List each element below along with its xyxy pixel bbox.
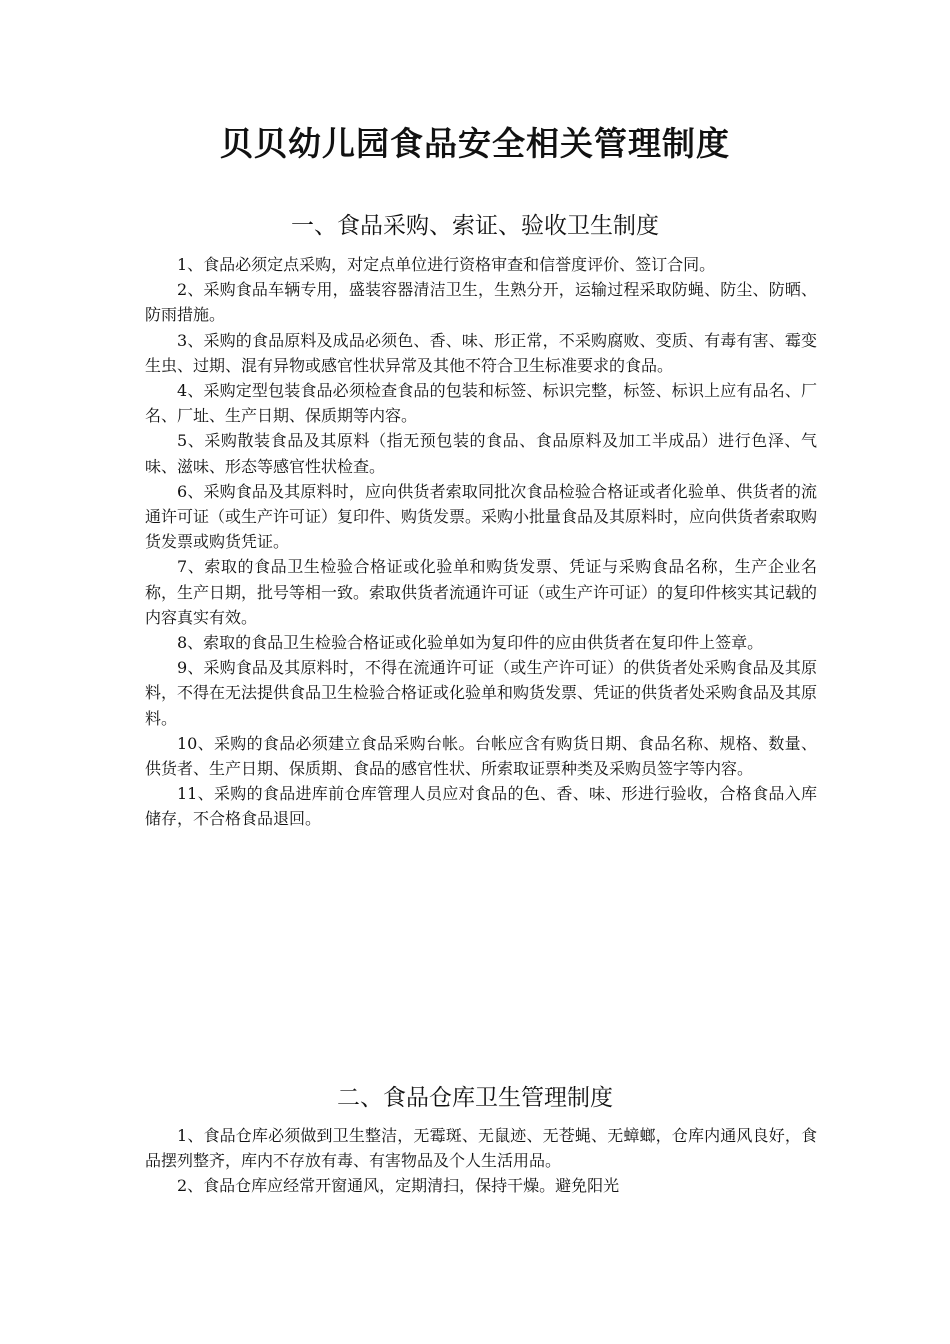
section-2-heading: 二、食品仓库卫生管理制度 <box>337 1085 613 1111</box>
section-1-heading: 一、食品采购、索证、验收卫生制度 <box>291 213 659 239</box>
paragraph: 9、采购食品及其原料时，不得在流通许可证（或生产许可证）的供货者处采购食品及其原料，不得在无法提供食品卫生检验合格证或化验单和购货发票、凭证的供货者处采购食品及其原料。 <box>145 658 818 728</box>
paragraph: 4、采购定型包装食品必须检查食品的包装和标签、标识完整，标签、标识上应有品名、厂名、厂址、生产日期、保质期等内容。 <box>145 381 817 426</box>
paragraph: 6、采购食品及其原料时，应向供货者索取同批次食品检验合格证或者化验单、供货者的流通许可证（或生产许可证）复印件、购货发票。采购小批量食品及其原料时，应向供货者索取购货发票或购货凭证。 <box>145 481 818 552</box>
paragraph: 2、采购食品车辆专用，盛装容器清洁卫生，生熟分开，运输过程采取防蝇、防尘、防晒、防雨措施。 <box>145 280 817 325</box>
paragraph: 5、采购散装食品及其原料（指无预包装的食品、食品原料及加工半成品）进行色泽、气味、滋味、形态等感官性状检查。 <box>145 431 817 476</box>
paragraph: 1、食品必须定点采购，对定点单位进行资格审查和信誉度评价、签订合同。 <box>177 255 716 274</box>
paragraph: 11、采购的食品进库前仓库管理人员应对食品的色、香、味、形进行验收，合格食品入库储存，不合格食品退回。 <box>145 784 817 829</box>
section-2-body <box>145 1123 817 1199</box>
paragraph: 7、索取的食品卫生检验合格证或化验单和购货发票、凭证与采购食品名称，生产企业名称，生产日期，批号等相一致。索取供货者流通许可证（或生产许可证）的复印件核实其记载的内容真实有效。 <box>145 557 818 627</box>
paragraph: 8、索取的食品卫生检验合格证或化验单如为复印件的应由供货者在复印件上签章。 <box>177 633 764 653</box>
paragraph: 2、食品仓库应经常开窗通风，定期清扫，保持干燥。避免阳光 <box>177 1176 620 1196</box>
document-title: 贝贝幼儿园食品安全相关管理制度 <box>220 124 730 163</box>
paragraph: 1、食品仓库必须做到卫生整洁，无霉斑、无鼠迹、无苍蝇、无蟑螂，仓库内通风良好，食品摆列整齐，库内不存放有毒、有害物品及个人生活用品。 <box>145 1126 817 1171</box>
section-1-body <box>145 252 817 832</box>
paragraph: 10、采购的食品必须建立食品采购台帐。台帐应含有购货日期、食品名称、规格、数量、供货者、生产日期、保质期、食品的感官性状、所索取证票种类及采购员签字等内容。 <box>145 733 817 779</box>
paragraph: 3、采购的食品原料及成品必须色、香、味、形正常，不采购腐败、变质、有毒有害、霉变生虫、过期、混有异物或感官性状异常及其他不符合卫生标准要求的食品。 <box>145 330 817 375</box>
